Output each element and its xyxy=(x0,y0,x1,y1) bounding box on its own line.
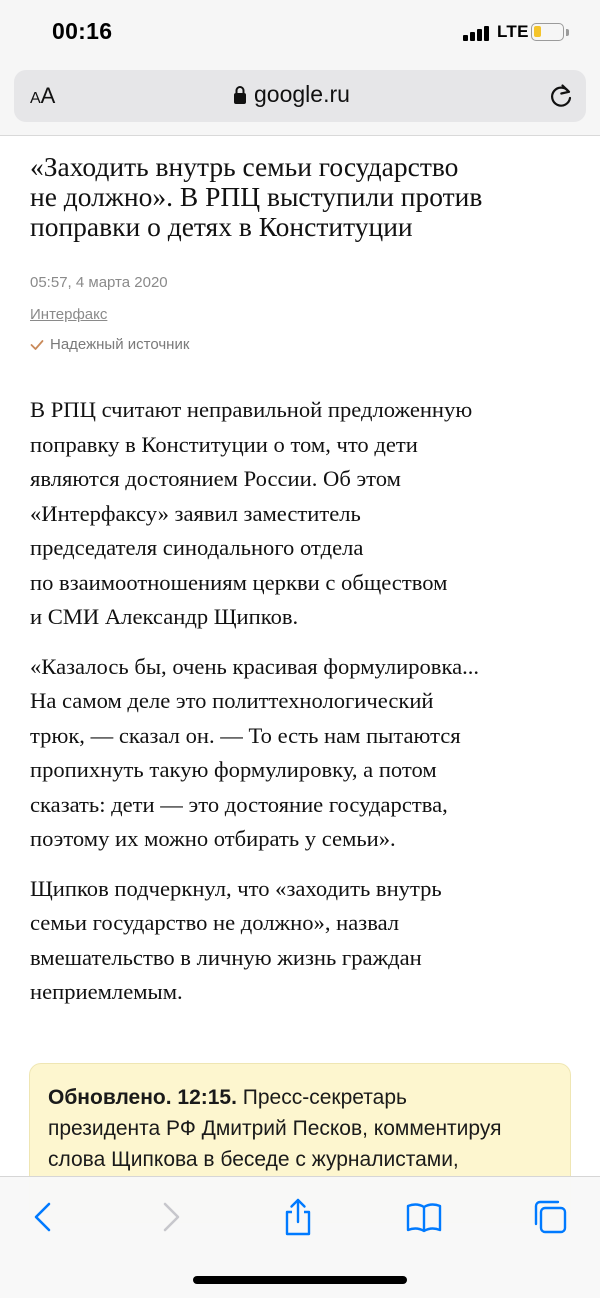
browser-header xyxy=(0,64,600,136)
text-size-button[interactable]: AA xyxy=(30,83,56,108)
url-text[interactable]: google.ru xyxy=(254,81,350,107)
update-label: Обновлено xyxy=(48,1086,166,1109)
back-icon[interactable] xyxy=(24,1197,64,1237)
home-indicator xyxy=(193,1276,407,1284)
update-time: 12:15 xyxy=(177,1086,232,1109)
article-headline: «Заходить внутрь семьи государство не должно». В РПЦ выступили против поправки о детях в Конституции xyxy=(30,151,483,242)
status-bar xyxy=(0,0,600,64)
address-bar[interactable] xyxy=(14,70,586,122)
update-line-1: Обновлено. 12:15. Пресс-секретарь xyxy=(48,1086,407,1109)
update-line-2: президента РФ Дмитрий Песков, комментируя xyxy=(48,1117,502,1140)
lock-icon xyxy=(233,85,247,105)
article xyxy=(30,152,575,1010)
source-link[interactable]: Интерфакс xyxy=(30,306,108,323)
battery-icon xyxy=(531,23,564,41)
check-icon xyxy=(30,339,44,351)
update-line-3: слова Щипкова в беседе с журналистами, xyxy=(48,1148,459,1171)
article-paragraph-2: «Казалось бы, очень красивая формулировка... На самом деле это политтехнологический трюк, — сказал он. — То есть нам пытаются пропихнуть такую формулировку, а потом сказать: дети — это достояние государства, поэтому их можно отбирать у семьи». xyxy=(30,653,480,851)
network-label: LTE xyxy=(497,22,529,41)
article-paragraph-3: Щипков подчеркнул, что «заходить внутрь семьи государство не должно», назвал вмешательство в личную жизнь граждан неприемлемым. xyxy=(30,875,442,1004)
signal-icon xyxy=(463,25,493,41)
reliable-source-label: Надежный источник xyxy=(50,336,190,353)
reliable-source-badge xyxy=(30,336,575,353)
article-paragraph-1: В РПЦ считают неправильной предложенную поправку в Конституции о том, что дети являются достоянием России. Об этом «Интерфаксу» заявил заместитель председателя синодального отдела по взаимоотношениям церкви с обществом и СМИ Александр Щипков. xyxy=(30,397,473,629)
battery-tip xyxy=(566,29,569,36)
article-date: 05:57, 4 марта 2020 xyxy=(30,274,168,291)
bookmarks-icon[interactable] xyxy=(404,1197,444,1237)
share-icon[interactable] xyxy=(278,1197,318,1237)
forward-icon[interactable] xyxy=(150,1197,190,1237)
tabs-icon[interactable] xyxy=(530,1197,570,1237)
reload-icon[interactable] xyxy=(548,82,574,110)
status-time: 00:16 xyxy=(52,18,113,44)
